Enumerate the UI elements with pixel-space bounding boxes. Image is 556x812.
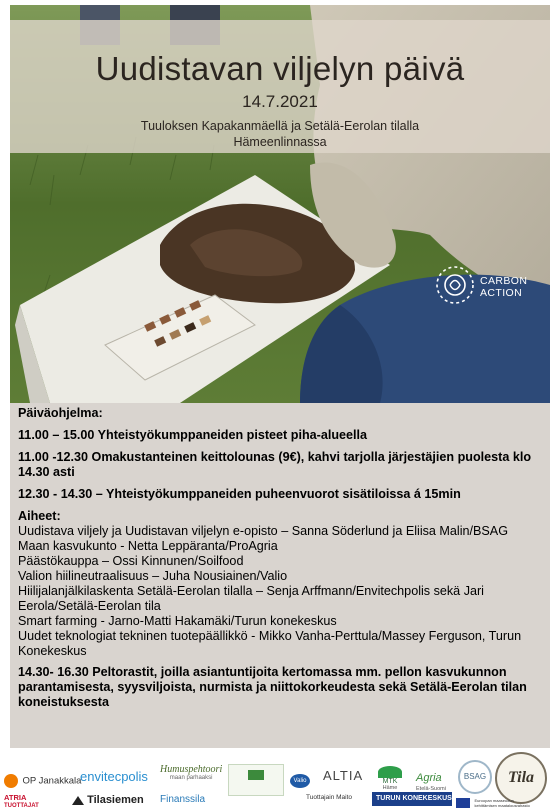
- sponsor-logos: [0, 752, 556, 809]
- event-date: 14.7.2021: [242, 92, 318, 111]
- tilasiemen-logo: Tilasiemen: [72, 794, 144, 806]
- tilasiemen-icon: [72, 796, 84, 805]
- op-icon: [4, 774, 18, 788]
- envitecpolis-logo: envitecpolis: [80, 769, 148, 784]
- ely-logo: [228, 764, 284, 796]
- proagria-logo: Agria Etelä-Suomi: [416, 772, 446, 792]
- atria-logo: ATRIA TUOTTAJAT: [4, 793, 39, 809]
- carbon-action-icon: [432, 262, 478, 308]
- topic-item: Uudistava viljely ja Uudistavan viljelyn e-opisto – Sanna Söderlund ja Eliisa Malin/BSAG: [18, 524, 509, 538]
- op-logo: OP Janakkala: [4, 772, 81, 790]
- location-line-1: Tuuloksen Kapakanmäellä ja Setälä-Eerolan tilalla: [140, 119, 420, 133]
- title-banner: [10, 20, 550, 153]
- turun-konekeskus-logo: TURUN KONEKESKUS: [372, 792, 452, 806]
- topic-item: Uudet teknologiat tekninen tuotepäällikkö - Mikko Vanha-Perttula/Massey Ferguson, Turun Konekeskus: [18, 629, 522, 658]
- program-heading: Päiväohjelma:: [18, 406, 103, 420]
- carbon-action-line2: ACTION: [480, 287, 523, 299]
- event-location: [10, 118, 550, 150]
- mtk-logo: MTK Häme: [378, 766, 402, 791]
- topics-heading: Aiheet:: [18, 509, 61, 523]
- topic-item: Päästökauppa – Ossi Kinnunen/Soilfood: [18, 554, 244, 568]
- carbon-action-logo: [432, 262, 542, 312]
- event-title: Uudistavan viljelyn päivä: [95, 50, 465, 87]
- finanssila-logo: Finanssila: [160, 794, 206, 805]
- humuspehtoori-logo: Humuspehtoori maan parhaaksi: [160, 764, 223, 781]
- bsag-logo: BSAG: [458, 760, 492, 794]
- closing-item: 14.30- 16.30 Peltorastit, joilla asiantuntijoita kertomassa mm. pellon kasvukunnon parantamisesta, syysviljoista, nurmista ja niittokorkeudesta sekä Setälä-Eerolan tilan koneistuksesta: [18, 665, 527, 709]
- altia-logo: ALTIA: [323, 768, 364, 783]
- program-item: 11.00 -12.30 Omakustanteinen keittolounas (9€), kahvi tarjolla järjestäjien puolesta klo 14.30 asti: [18, 450, 532, 479]
- eu-flag-icon: [456, 798, 470, 808]
- tuottajain-maito-logo: Tuottajain Maito: [306, 794, 353, 801]
- program-box: [10, 403, 550, 748]
- topic-item: Maan kasvukunto - Netta Leppäranta/ProAgria: [18, 539, 278, 553]
- program-item: 11.00 – 15.00 Yhteistyökumppaneiden pisteet piha-alueella: [18, 428, 368, 442]
- carbon-action-line1: CARBON: [480, 275, 528, 287]
- tila-logo: Tila: [495, 752, 547, 804]
- topic-item: Valion hiilineutraalisuus – Juha Nousiainen/Valio: [18, 569, 288, 583]
- valio-logo: Valio: [290, 774, 310, 788]
- program-item: 12.30 - 14.30 – Yhteistyökumppaneiden puheenvuorot sisätiloissa á 15min: [18, 487, 461, 501]
- location-line-2: Hämeenlinnassa: [233, 135, 327, 149]
- topic-item: Smart farming - Jarno-Matti Hakamäki/Turun konekeskus: [18, 614, 337, 628]
- topic-item: Hiilijalanjälkilaskenta Setälä-Eerolan tilalla – Senja Arffmann/Envitechpolis sekä Jari Eerola/Setälä-Eerolan tila: [18, 584, 484, 613]
- eu-logo: Euroopan maaseudun kehittämisen maatalousrahasto: [456, 794, 534, 812]
